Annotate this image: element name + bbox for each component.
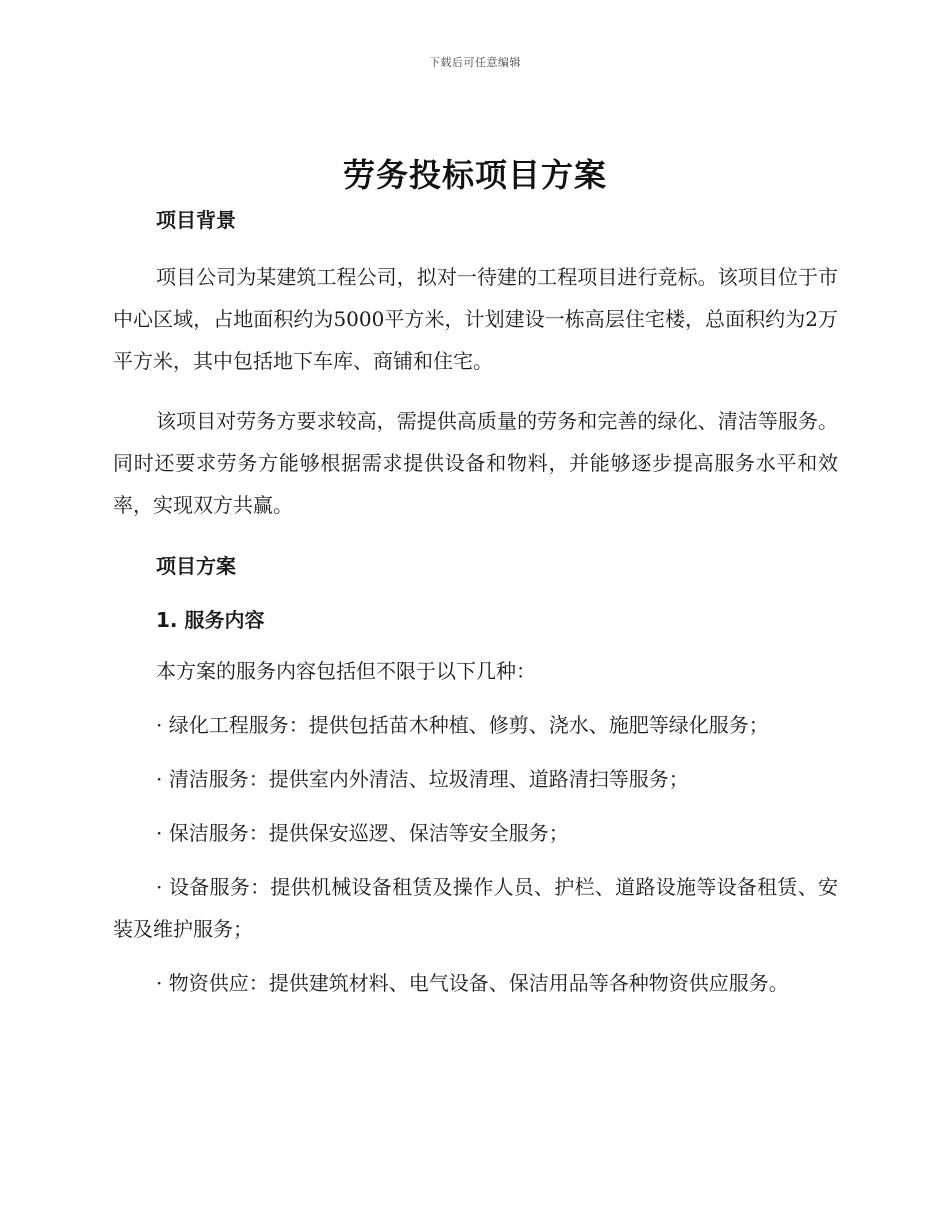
section-heading-plan: 项目方案 bbox=[156, 554, 236, 578]
list-item: · 保洁服务：提供保安巡逻、保洁等安全服务； bbox=[156, 821, 569, 845]
document-body bbox=[113, 202, 838, 1004]
list-item: · 绿化工程服务：提供包括苗木种植、修剪、浇水、施肥等绿化服务； bbox=[156, 713, 769, 737]
header-note: 下载后可任意编辑 bbox=[429, 56, 521, 69]
section-heading-background: 项目背景 bbox=[156, 208, 236, 232]
paragraph: 项目公司为某建筑工程公司，拟对一待建的工程项目进行竞标。该项目位于市中心区域，占地面积约为5000平方米，计划建设一栋高层住宅楼，总面积约为2万平方米，其中包括地下车库、商铺和住宅。 bbox=[113, 265, 838, 373]
list-item: · 设备服务：提供机械设备租赁及操作人员、护栏、道路设施等设备租赁、安装及维护服务； bbox=[113, 875, 838, 941]
paragraph: 该项目对劳务方要求较高，需提供高质量的劳务和完善的绿化、清洁等服务。同时还要求劳务方能够根据需求提供设备和物料，并能够逐步提高服务水平和效率，实现双方共赢。 bbox=[113, 409, 838, 517]
paragraph-intro: 本方案的服务内容包括但不限于以下几种： bbox=[156, 659, 536, 683]
list-item: · 清洁服务：提供室内外清洁、垃圾清理、道路清扫等服务； bbox=[156, 767, 689, 791]
document-title: 劳务投标项目方案 bbox=[342, 156, 607, 194]
list-item: · 物资供应：提供建筑材料、电气设备、保洁用品等各种物资供应服务。 bbox=[156, 971, 789, 995]
subsection-heading-service-content: 1. 服务内容 bbox=[156, 608, 265, 632]
